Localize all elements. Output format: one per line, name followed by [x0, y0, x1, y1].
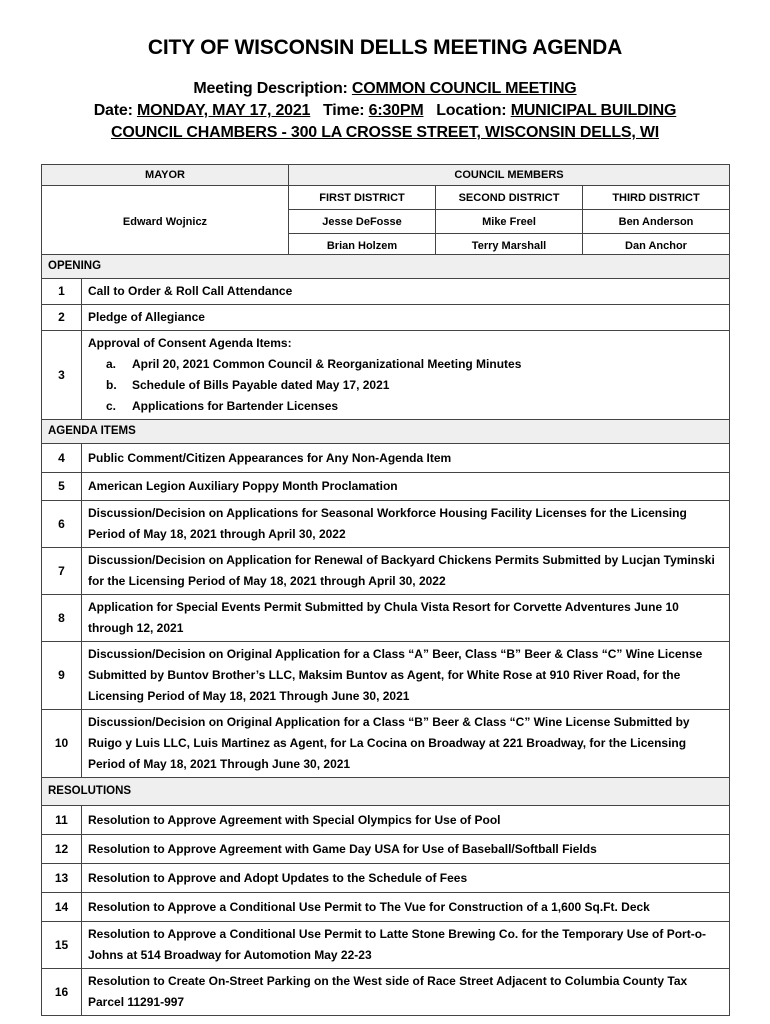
section-header-opening: OPENING — [42, 255, 730, 279]
council-member: Brian Holzem — [289, 234, 436, 258]
item-number: 12 — [42, 835, 82, 864]
meeting-description-label: Meeting Description: — [193, 80, 348, 97]
item-number: 5 — [42, 473, 82, 501]
item-text: Discussion/Decision on Original Application for a Class “B” Beer & Class “C” Wine License Submitted by Ruigo y Luis LLC, Luis Martinez as Agent, for La Cocina on Broadway at 221 Broadway, for the Licensing Period of May 18, 2021 Through June 30, 2021 — [82, 710, 730, 778]
table-row — [42, 305, 730, 331]
location-line-2 — [0, 124, 770, 142]
mayor-spacer — [42, 186, 289, 210]
agenda-items-table — [41, 254, 730, 1016]
table-row — [42, 548, 730, 595]
item-text: Resolution to Approve and Adopt Updates to the Schedule of Fees — [82, 864, 730, 893]
item-number: 9 — [42, 642, 82, 710]
table-row — [42, 595, 730, 642]
item-number: 7 — [42, 548, 82, 595]
item-number: 4 — [42, 444, 82, 473]
consent-agenda-label: Approval of Consent Agenda Items: — [88, 336, 292, 350]
table-row — [42, 642, 730, 710]
list-item — [106, 396, 723, 417]
list-letter: c. — [106, 399, 117, 413]
district-header-third: THIRD DISTRICT — [583, 186, 730, 210]
table-row — [42, 922, 730, 969]
item-number: 3 — [42, 331, 82, 420]
time-label: Time: — [323, 102, 365, 119]
table-row — [42, 444, 730, 473]
item-number: 1 — [42, 279, 82, 305]
table-row — [42, 501, 730, 548]
item-text: Discussion/Decision on Application for Renewal of Backyard Chickens Permits Submitted by Lucjan Tyminski for the Licensing Period of May 18, 2021 through April 30, 2022 — [82, 548, 730, 595]
council-header: COUNCIL MEMBERS — [289, 165, 730, 186]
time-value: 6:30PM — [368, 102, 424, 119]
date-value: MONDAY, MAY 17, 2021 — [136, 102, 311, 119]
item-text: Call to Order & Roll Call Attendance — [82, 279, 730, 305]
council-member: Dan Anchor — [583, 234, 730, 258]
item-number: 14 — [42, 893, 82, 922]
table-row — [42, 331, 730, 420]
meeting-description-line — [0, 80, 770, 98]
item-number: 15 — [42, 922, 82, 969]
item-text: Resolution to Approve Agreement with Game Day USA for Use of Baseball/Softball Fields — [82, 835, 730, 864]
consent-agenda-list — [88, 354, 723, 417]
meeting-description-value: COMMON COUNCIL MEETING — [351, 80, 577, 97]
item-number: 16 — [42, 969, 82, 1016]
item-text: Public Comment/Citizen Appearances for Any Non-Agenda Item — [82, 444, 730, 473]
item-text: Resolution to Create On-Street Parking on the West side of Race Street Adjacent to Columbia County Tax Parcel 11291-997 — [82, 969, 730, 1016]
table-row — [42, 279, 730, 305]
item-text: Discussion/Decision on Applications for Seasonal Workforce Housing Facility Licenses for the Licensing Period of May 18, 2021 through April 30, 2022 — [82, 501, 730, 548]
item-text — [82, 331, 730, 420]
district-header-second: SECOND DISTRICT — [436, 186, 583, 210]
list-item — [106, 375, 723, 396]
item-text: Resolution to Approve a Conditional Use Permit to The Vue for Construction of a 1,600 Sq.Ft. Deck — [82, 893, 730, 922]
list-item-text: April 20, 2021 Common Council & Reorganizational Meeting Minutes — [132, 357, 522, 371]
location-address: COUNCIL CHAMBERS - 300 LA CROSSE STREET, WISCONSIN DELLS, WI — [110, 124, 660, 141]
table-row — [42, 893, 730, 922]
council-member: Mike Freel — [436, 210, 583, 234]
list-letter: b. — [106, 378, 117, 392]
table-row — [42, 806, 730, 835]
item-number: 10 — [42, 710, 82, 778]
list-item — [106, 354, 723, 375]
item-number: 13 — [42, 864, 82, 893]
table-row — [42, 864, 730, 893]
section-header-agenda: AGENDA ITEMS — [42, 420, 730, 444]
agenda-title: CITY OF WISCONSIN DELLS MEETING AGENDA — [147, 36, 623, 59]
district-header-first: FIRST DISTRICT — [289, 186, 436, 210]
location-label: Location: — [436, 102, 507, 119]
table-row — [42, 473, 730, 501]
item-text: Application for Special Events Permit Submitted by Chula Vista Resort for Corvette Adventures June 10 through 12, 2021 — [82, 595, 730, 642]
item-text: Pledge of Allegiance — [82, 305, 730, 331]
item-number: 8 — [42, 595, 82, 642]
section-header-resolutions: RESOLUTIONS — [42, 778, 730, 806]
item-text: Discussion/Decision on Original Application for a Class “A” Beer, Class “B” Beer & Class “C” Wine License Submitted by Buntov Brother’s LLC, Maksim Buntov as Agent, for White Rose at 910 River Road, for the Licensing Period of May 18, 2021 Through June 30, 2021 — [82, 642, 730, 710]
council-member: Terry Marshall — [436, 234, 583, 258]
meeting-date-line — [0, 102, 770, 120]
item-number: 6 — [42, 501, 82, 548]
officials-table — [41, 164, 730, 258]
mayor-header: MAYOR — [42, 165, 289, 186]
table-row — [42, 710, 730, 778]
location-value: MUNICIPAL BUILDING — [510, 102, 677, 119]
item-number: 2 — [42, 305, 82, 331]
table-row — [42, 969, 730, 1016]
table-row — [42, 835, 730, 864]
item-text: Resolution to Approve Agreement with Special Olympics for Use of Pool — [82, 806, 730, 835]
list-letter: a. — [106, 357, 117, 371]
item-text: Resolution to Approve a Conditional Use Permit to Latte Stone Brewing Co. for the Temporary Use of Port-o-Johns at 514 Broadway for Automotion May 22-23 — [82, 922, 730, 969]
list-item-text: Applications for Bartender Licenses — [132, 399, 339, 413]
item-number: 11 — [42, 806, 82, 835]
mayor-name: Edward Wojnicz — [42, 210, 289, 234]
council-member: Ben Anderson — [583, 210, 730, 234]
list-item-text: Schedule of Bills Payable dated May 17, 2021 — [132, 378, 390, 392]
council-member: Jesse DeFosse — [289, 210, 436, 234]
date-label: Date: — [93, 102, 133, 119]
item-text: American Legion Auxiliary Poppy Month Proclamation — [82, 473, 730, 501]
